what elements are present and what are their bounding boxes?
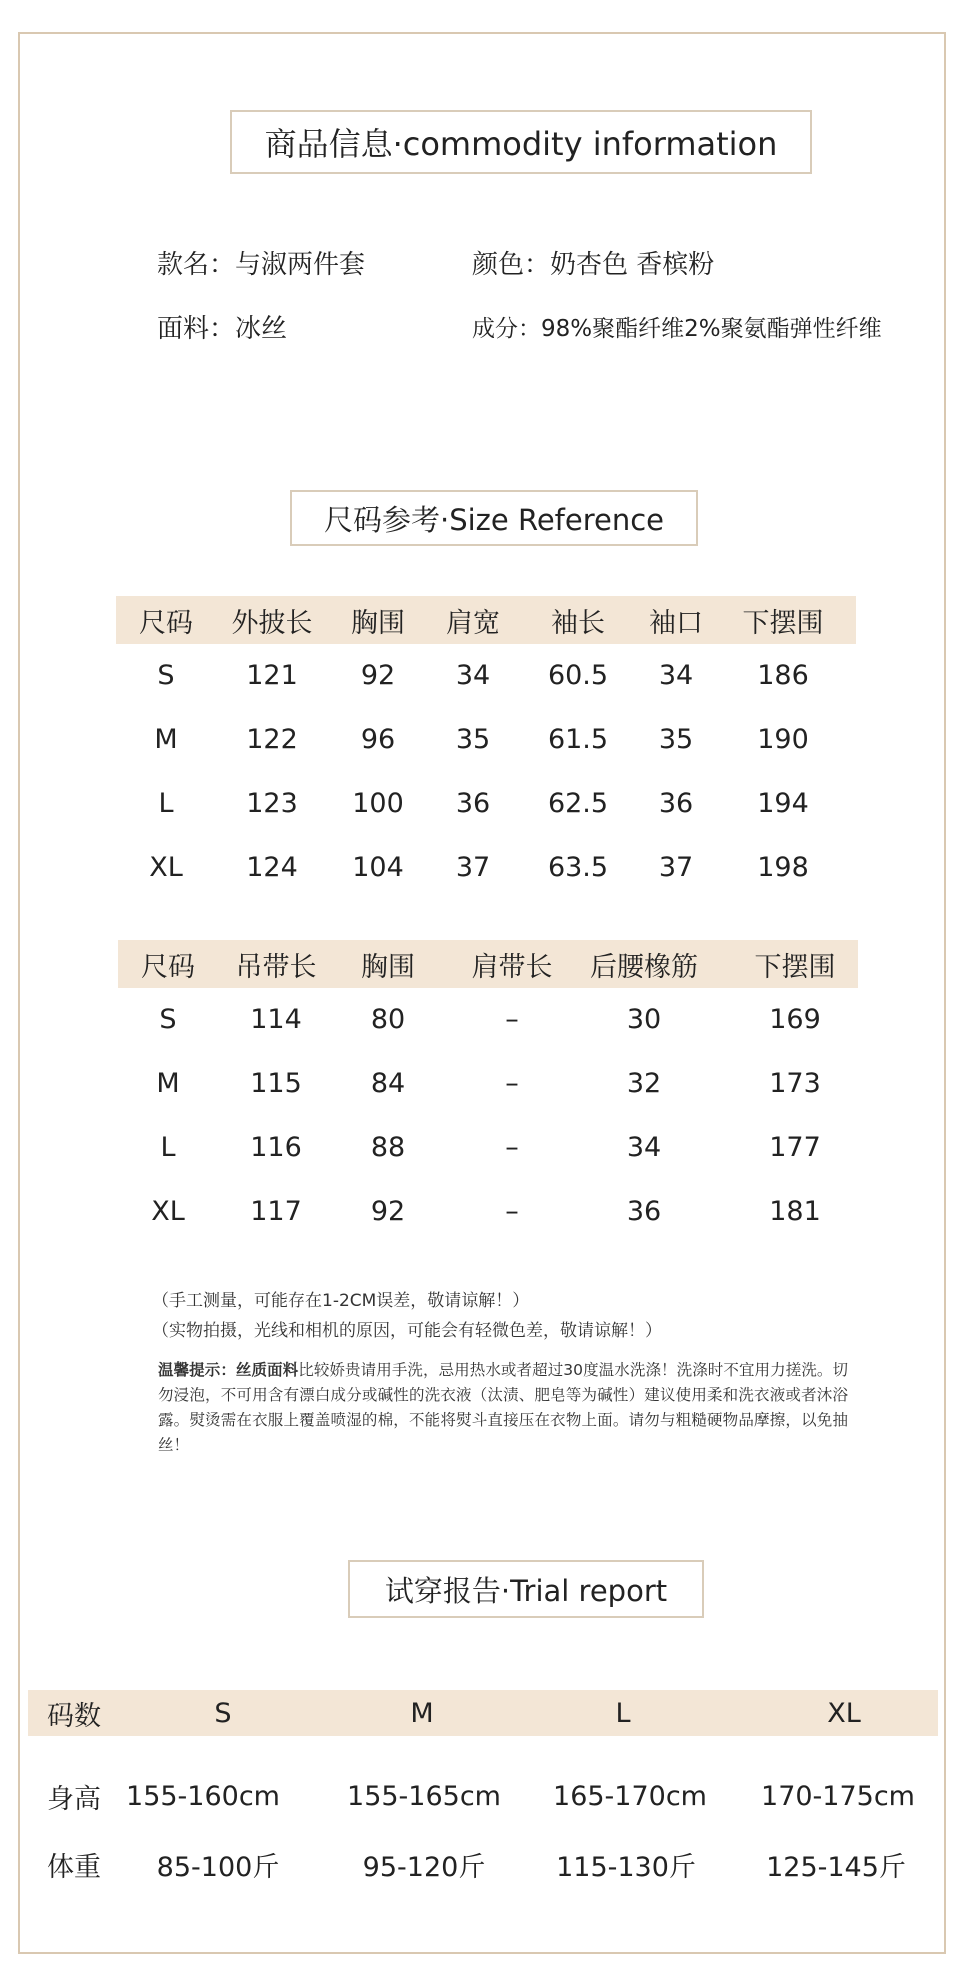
table-cell: 170-175cm [761, 1780, 915, 1812]
table-cell: M [154, 723, 178, 755]
table-cell: – [505, 1067, 519, 1099]
table-cell: 125-145斤 [766, 1851, 906, 1883]
table-cell: 37 [455, 851, 491, 883]
table-cell: XL [149, 851, 183, 883]
table-row [116, 836, 856, 898]
header-cell: XL [827, 1697, 861, 1729]
table-cell: S [157, 659, 175, 691]
table-cell: 34 [658, 659, 694, 691]
table-cell: 84 [370, 1067, 406, 1099]
table-cell: 60.5 [547, 659, 609, 691]
composition-info: 成分：98%聚酯纤维2%聚氨酯弹性纤维 [472, 316, 882, 342]
header-cell: 下摆围 [742, 607, 824, 639]
table-cell: 92 [360, 659, 396, 691]
header-cell: 肩宽 [446, 607, 500, 639]
table-cell: 36 [626, 1195, 662, 1227]
table-cell: 36 [658, 787, 694, 819]
table-cell: 30 [626, 1003, 662, 1035]
table-cell: 80 [370, 1003, 406, 1035]
table-cell: 173 [769, 1067, 821, 1099]
header-cell: 尺码 [141, 951, 195, 983]
table-cell: 121 [246, 659, 298, 691]
header-cell: 下摆围 [754, 951, 836, 983]
table-cell: 95-120斤 [362, 1851, 486, 1883]
table-cell: 34 [626, 1131, 662, 1163]
table-cell: 104 [352, 851, 404, 883]
table-cell: 34 [455, 659, 491, 691]
header-cell: M [410, 1697, 434, 1729]
color-note: （实物拍摄，光线和相机的原因，可能会有轻微色差，敬请谅解！） [152, 1321, 662, 1341]
table-cell: 117 [250, 1195, 302, 1227]
table-cell: 35 [658, 723, 694, 755]
measurement-note: （手工测量，可能存在1-2CM误差，敬请谅解！） [152, 1291, 530, 1311]
table-cell: 88 [370, 1131, 406, 1163]
table-cell: 169 [769, 1003, 821, 1035]
header-cell: 胸围 [351, 607, 405, 639]
table-cell: 85-100斤 [156, 1851, 280, 1883]
commodity-info-title: 商品信息·commodity information [230, 110, 812, 174]
table-cell: – [505, 1195, 519, 1227]
table-cell: 155-160cm [126, 1780, 280, 1812]
table-row [28, 1834, 938, 1894]
header-cell: 码数 [47, 1700, 101, 1732]
header-cell: 袖口 [649, 607, 703, 639]
table-cell: 114 [250, 1003, 302, 1035]
table-cell: 190 [757, 723, 809, 755]
table-cell: 37 [658, 851, 694, 883]
table-cell: 186 [757, 659, 809, 691]
table-cell: – [505, 1131, 519, 1163]
header-cell: 外披长 [231, 607, 313, 639]
trial-report-title: 试穿报告·Trial report [348, 1560, 704, 1618]
table-cell: L [158, 787, 174, 819]
size-table-coat [116, 596, 856, 886]
table-cell: 63.5 [547, 851, 609, 883]
table-row [118, 1116, 858, 1178]
table-row [116, 708, 856, 770]
table-cell: 62.5 [547, 787, 609, 819]
style-name: 款名：与淑两件套 [157, 250, 366, 280]
table-cell: 194 [757, 787, 809, 819]
table-header [118, 940, 858, 988]
table-row [118, 988, 858, 1050]
size-reference-title: 尺码参考·Size Reference [290, 490, 698, 546]
table-cell: 123 [246, 787, 298, 819]
table-cell: 124 [246, 851, 298, 883]
table-cell: 115-130斤 [556, 1851, 696, 1883]
color-info: 颜色：奶杏色 香槟粉 [472, 250, 715, 280]
table-cell: 155-165cm [347, 1780, 501, 1812]
table-cell: M [156, 1067, 180, 1099]
care-tips-label: 温馨提示：丝质面料 [158, 1361, 299, 1379]
table-row [116, 772, 856, 834]
header-cell: 吊带长 [235, 951, 317, 983]
table-row [28, 1766, 938, 1826]
header-cell: 尺码 [139, 607, 193, 639]
table-cell: 32 [626, 1067, 662, 1099]
header-cell: L [615, 1697, 631, 1729]
table-header [28, 1690, 938, 1736]
size-table-camisole [118, 940, 858, 1240]
header-cell: S [214, 1697, 232, 1729]
table-cell: 身高 [47, 1783, 101, 1815]
fabric-info: 面料：冰丝 [157, 314, 288, 344]
table-cell: XL [151, 1195, 185, 1227]
table-row [116, 644, 856, 706]
table-row [118, 1052, 858, 1114]
care-tips [158, 1358, 848, 1458]
table-row [118, 1180, 858, 1242]
table-cell: S [159, 1003, 177, 1035]
table-cell: – [505, 1003, 519, 1035]
table-cell: 122 [246, 723, 298, 755]
table-cell: 100 [352, 787, 404, 819]
table-cell: 35 [455, 723, 491, 755]
trial-report-table [28, 1690, 938, 1900]
table-header [116, 596, 856, 644]
header-cell: 后腰橡筋 [590, 951, 698, 983]
table-cell: 115 [250, 1067, 302, 1099]
table-cell: 96 [360, 723, 396, 755]
table-cell: 36 [455, 787, 491, 819]
header-cell: 胸围 [361, 951, 415, 983]
table-cell: 92 [370, 1195, 406, 1227]
header-cell: 袖长 [551, 607, 605, 639]
table-cell: 177 [769, 1131, 821, 1163]
table-cell: 165-170cm [553, 1780, 707, 1812]
table-cell: 181 [769, 1195, 821, 1227]
table-cell: L [160, 1131, 176, 1163]
table-cell: 61.5 [547, 723, 609, 755]
header-cell: 肩带长 [471, 951, 553, 983]
table-cell: 体重 [47, 1851, 101, 1883]
table-cell: 198 [757, 851, 809, 883]
care-tips-text: 比较娇贵请用手洗，忌用热水或者超过30度温水洗涤！洗涤时不宜用力搓洗。切勿浸泡，不可用含有漂白成分或碱性的洗衣液（汰渍、肥皂等为碱性）建议使用柔和洗衣液或者沐浴露。熨烫需在衣服上覆盖喷湿的棉，不能将熨斗直接压在衣物上面。请勿与粗糙硬物品摩擦，以免抽丝！ [158, 1361, 848, 1454]
table-cell: 116 [250, 1131, 302, 1163]
